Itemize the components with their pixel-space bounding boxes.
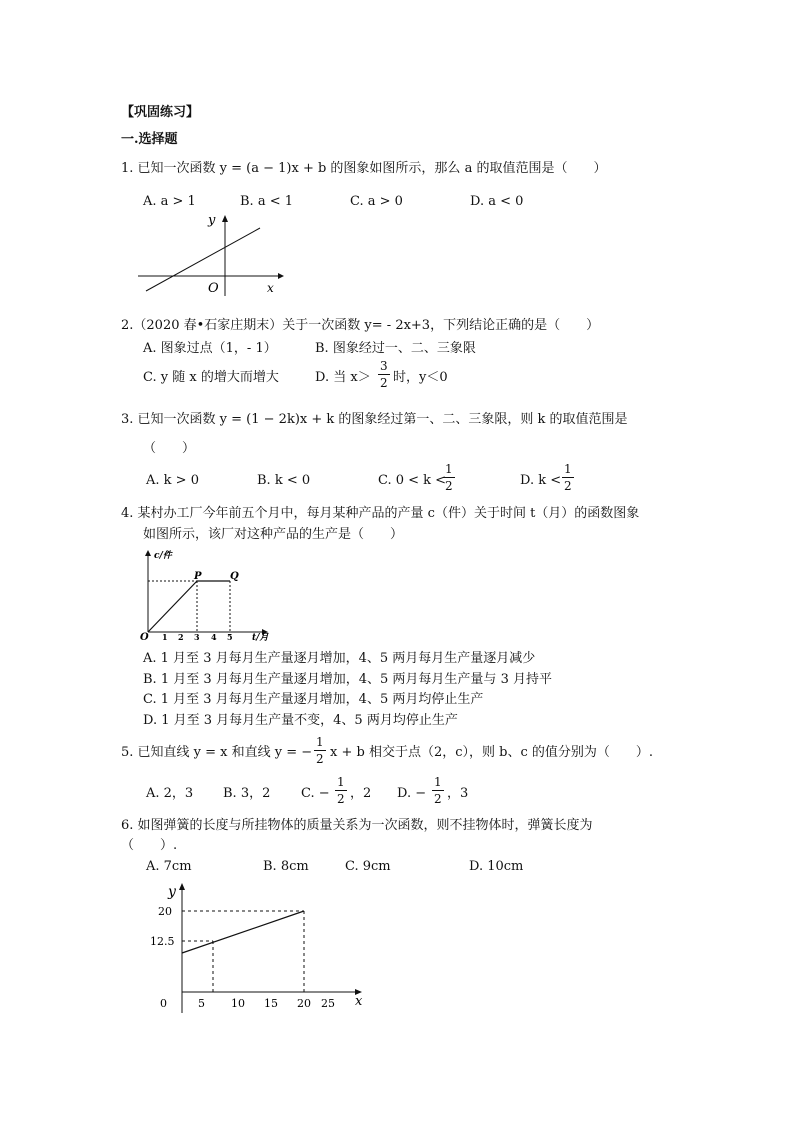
q6-option-b[interactable]: B. 8cm [263,859,309,874]
q6-x-tick-10: 10 [231,997,245,1010]
q1-origin-label: O [208,281,219,296]
q1-y-label: y [208,213,216,228]
q4-tick-5: 5 [227,632,233,642]
q4-tick-3: 3 [194,632,200,642]
q6-y-tick-12-5: 12.5 [150,935,175,948]
q4-stem-line2: 如图所示，该厂对这种产品的生产是（ ） [143,527,404,542]
q4-graph [138,548,278,643]
q6-y-tick-20: 20 [158,905,172,918]
q5-d-denominator: 2 [434,792,442,806]
q2-option-b[interactable]: B. 图象经过一、二、三象限 [315,341,476,356]
q6-y-label: y [168,884,176,900]
q2-option-a[interactable]: A. 图象过点（1，- 1） [143,341,277,356]
q1-y-arrow [222,215,228,222]
q5-option-c-suffix: ，2 [350,786,372,801]
q2-option-d-prefix: D. 当 x＞ [315,370,371,385]
q4-origin-label: O [140,632,149,643]
q2-option-c[interactable]: C. y 随 x 的增大而增大 [143,370,279,385]
q6-graph [150,878,380,1018]
q1-option-c[interactable]: C. a > 0 [350,194,403,209]
q3-option-d[interactable]: D. k < [520,473,562,488]
q1-x-arrow [278,273,284,279]
q3-c-fraction-bar [443,477,455,478]
q2-fraction-denominator: 2 [380,376,388,390]
q1-stem: 1. 已知一次函数 y = (a − 1)x + b 的图象如图所示，那么 a 的取值范围是（ ） [121,161,607,176]
q4-point-q-label: Q [230,571,239,582]
q3-c-denominator: 2 [445,479,453,493]
q3-c-numerator: 1 [445,462,453,476]
q6-x-tick-25: 25 [321,997,335,1010]
q6-y-arrow [179,883,185,890]
q5-c-numerator: 1 [337,775,345,789]
q5-option-d-fraction [432,776,444,805]
q2-option-d-fraction [378,360,390,389]
q6-x-label: x [355,994,363,1009]
q4-option-c[interactable]: C. 1 月至 3 月每月生产量逐月增加，4、5 两月均停止生产 [143,692,484,707]
q4-y-label: c/件 [154,551,172,561]
q4-point-p-label: P [194,571,202,582]
q3-d-numerator: 1 [564,462,572,476]
q5-d-fraction-bar [432,790,444,791]
q6-x-tick-15: 15 [264,997,278,1010]
q3-d-fraction-bar [562,477,574,478]
q5-stem-suffix: x + b 相交于点（2，c），则 b、c 的值分别为（ ）. [330,745,653,760]
q3-d-denominator: 2 [564,479,572,493]
q4-option-a[interactable]: A. 1 月至 3 月每月生产量逐月增加，4、5 两月每月生产量逐月减少 [143,651,536,666]
q4-tick-4: 4 [211,632,217,642]
q5-fraction-bar [314,750,326,751]
q1-graph [138,212,288,300]
q5-c-fraction-bar [335,790,347,791]
q4-option-b[interactable]: B. 1 月至 3 月每月生产量逐月增加，4、5 两月每月生产量与 3 月持平 [143,672,552,687]
q6-option-a[interactable]: A. 7cm [146,859,192,874]
q6-origin-label: 0 [160,997,167,1010]
q6-option-d[interactable]: D. 10cm [469,859,524,874]
q6-stem-line2: （ ）. [121,838,178,853]
q5-c-denominator: 2 [337,792,345,806]
q5-numerator: 1 [316,735,324,749]
section-title: 【巩固练习】 [121,105,200,120]
q2-option-d[interactable] [315,371,371,384]
q1-option-b[interactable]: B. a < 1 [240,194,293,209]
q3-option-a[interactable]: A. k > 0 [146,473,199,488]
q4-tick-2: 2 [178,632,184,642]
q5-stem-prefix: 5. 已知直线 y = x 和直线 y = − [121,745,313,760]
q6-line [182,911,304,953]
q5-option-b[interactable]: B. 3，2 [223,786,271,801]
q4-stem-line1: 4. 某村办工厂今年前五个月中，每月某种产品的产量 c（件）关于时间 t（月）的函数图象 [121,506,640,521]
q6-stem-line1: 6. 如图弹簧的长度与所挂物体的质量关系为一次函数，则不挂物体时，弹簧长度为 [121,818,593,833]
q1-x-label: x [267,281,274,295]
q4-option-d[interactable]: D. 1 月至 3 月每月生产量不变，4、5 两月均停止生产 [143,713,458,728]
q4-tick-1: 1 [162,632,168,642]
q5-option-d[interactable]: D. − [397,786,427,801]
q5-option-a[interactable]: A. 2，3 [146,786,194,801]
q4-rising-segment [148,581,197,632]
q2-stem: 2.（2020 春•石家庄期末）关于一次函数 y= - 2x+3，下列结论正确的是（ ） [121,318,600,333]
q3-stem: 3. 已知一次函数 y = (1 − 2k)x + k 的图象经过第一、二、三象限，则 k 的取值范围是 [121,412,628,427]
q6-x-tick-20: 20 [297,997,311,1010]
q2-option-d-suffix: 时，y＜0 [393,370,448,385]
q5-option-c[interactable]: C. − [301,786,330,801]
q3-stem-brackets: （ ） [143,441,196,456]
q4-y-arrow [145,550,151,556]
q1-line [146,228,260,291]
q1-option-a[interactable]: A. a > 1 [143,194,196,209]
q5-d-numerator: 1 [434,775,442,789]
q6-option-c[interactable]: C. 9cm [345,859,391,874]
q6-x-tick-5: 5 [198,997,205,1010]
q5-stem-fraction [314,736,326,765]
q2-fraction-bar [378,374,390,375]
q1-option-d[interactable]: D. a < 0 [470,194,524,209]
q3-option-b[interactable]: B. k < 0 [257,473,311,488]
q5-option-d-suffix: ，3 [447,786,469,801]
q5-denominator: 2 [316,752,324,766]
q5-option-c-fraction [335,776,347,805]
q3-option-d-fraction [562,463,574,492]
q3-option-c[interactable]: C. 0 < k < [378,473,447,488]
q2-fraction-numerator: 3 [380,359,388,373]
q4-x-label: t/月 [252,633,269,643]
section-subtitle: 一.选择题 [121,132,178,147]
q3-option-c-fraction [443,463,455,492]
